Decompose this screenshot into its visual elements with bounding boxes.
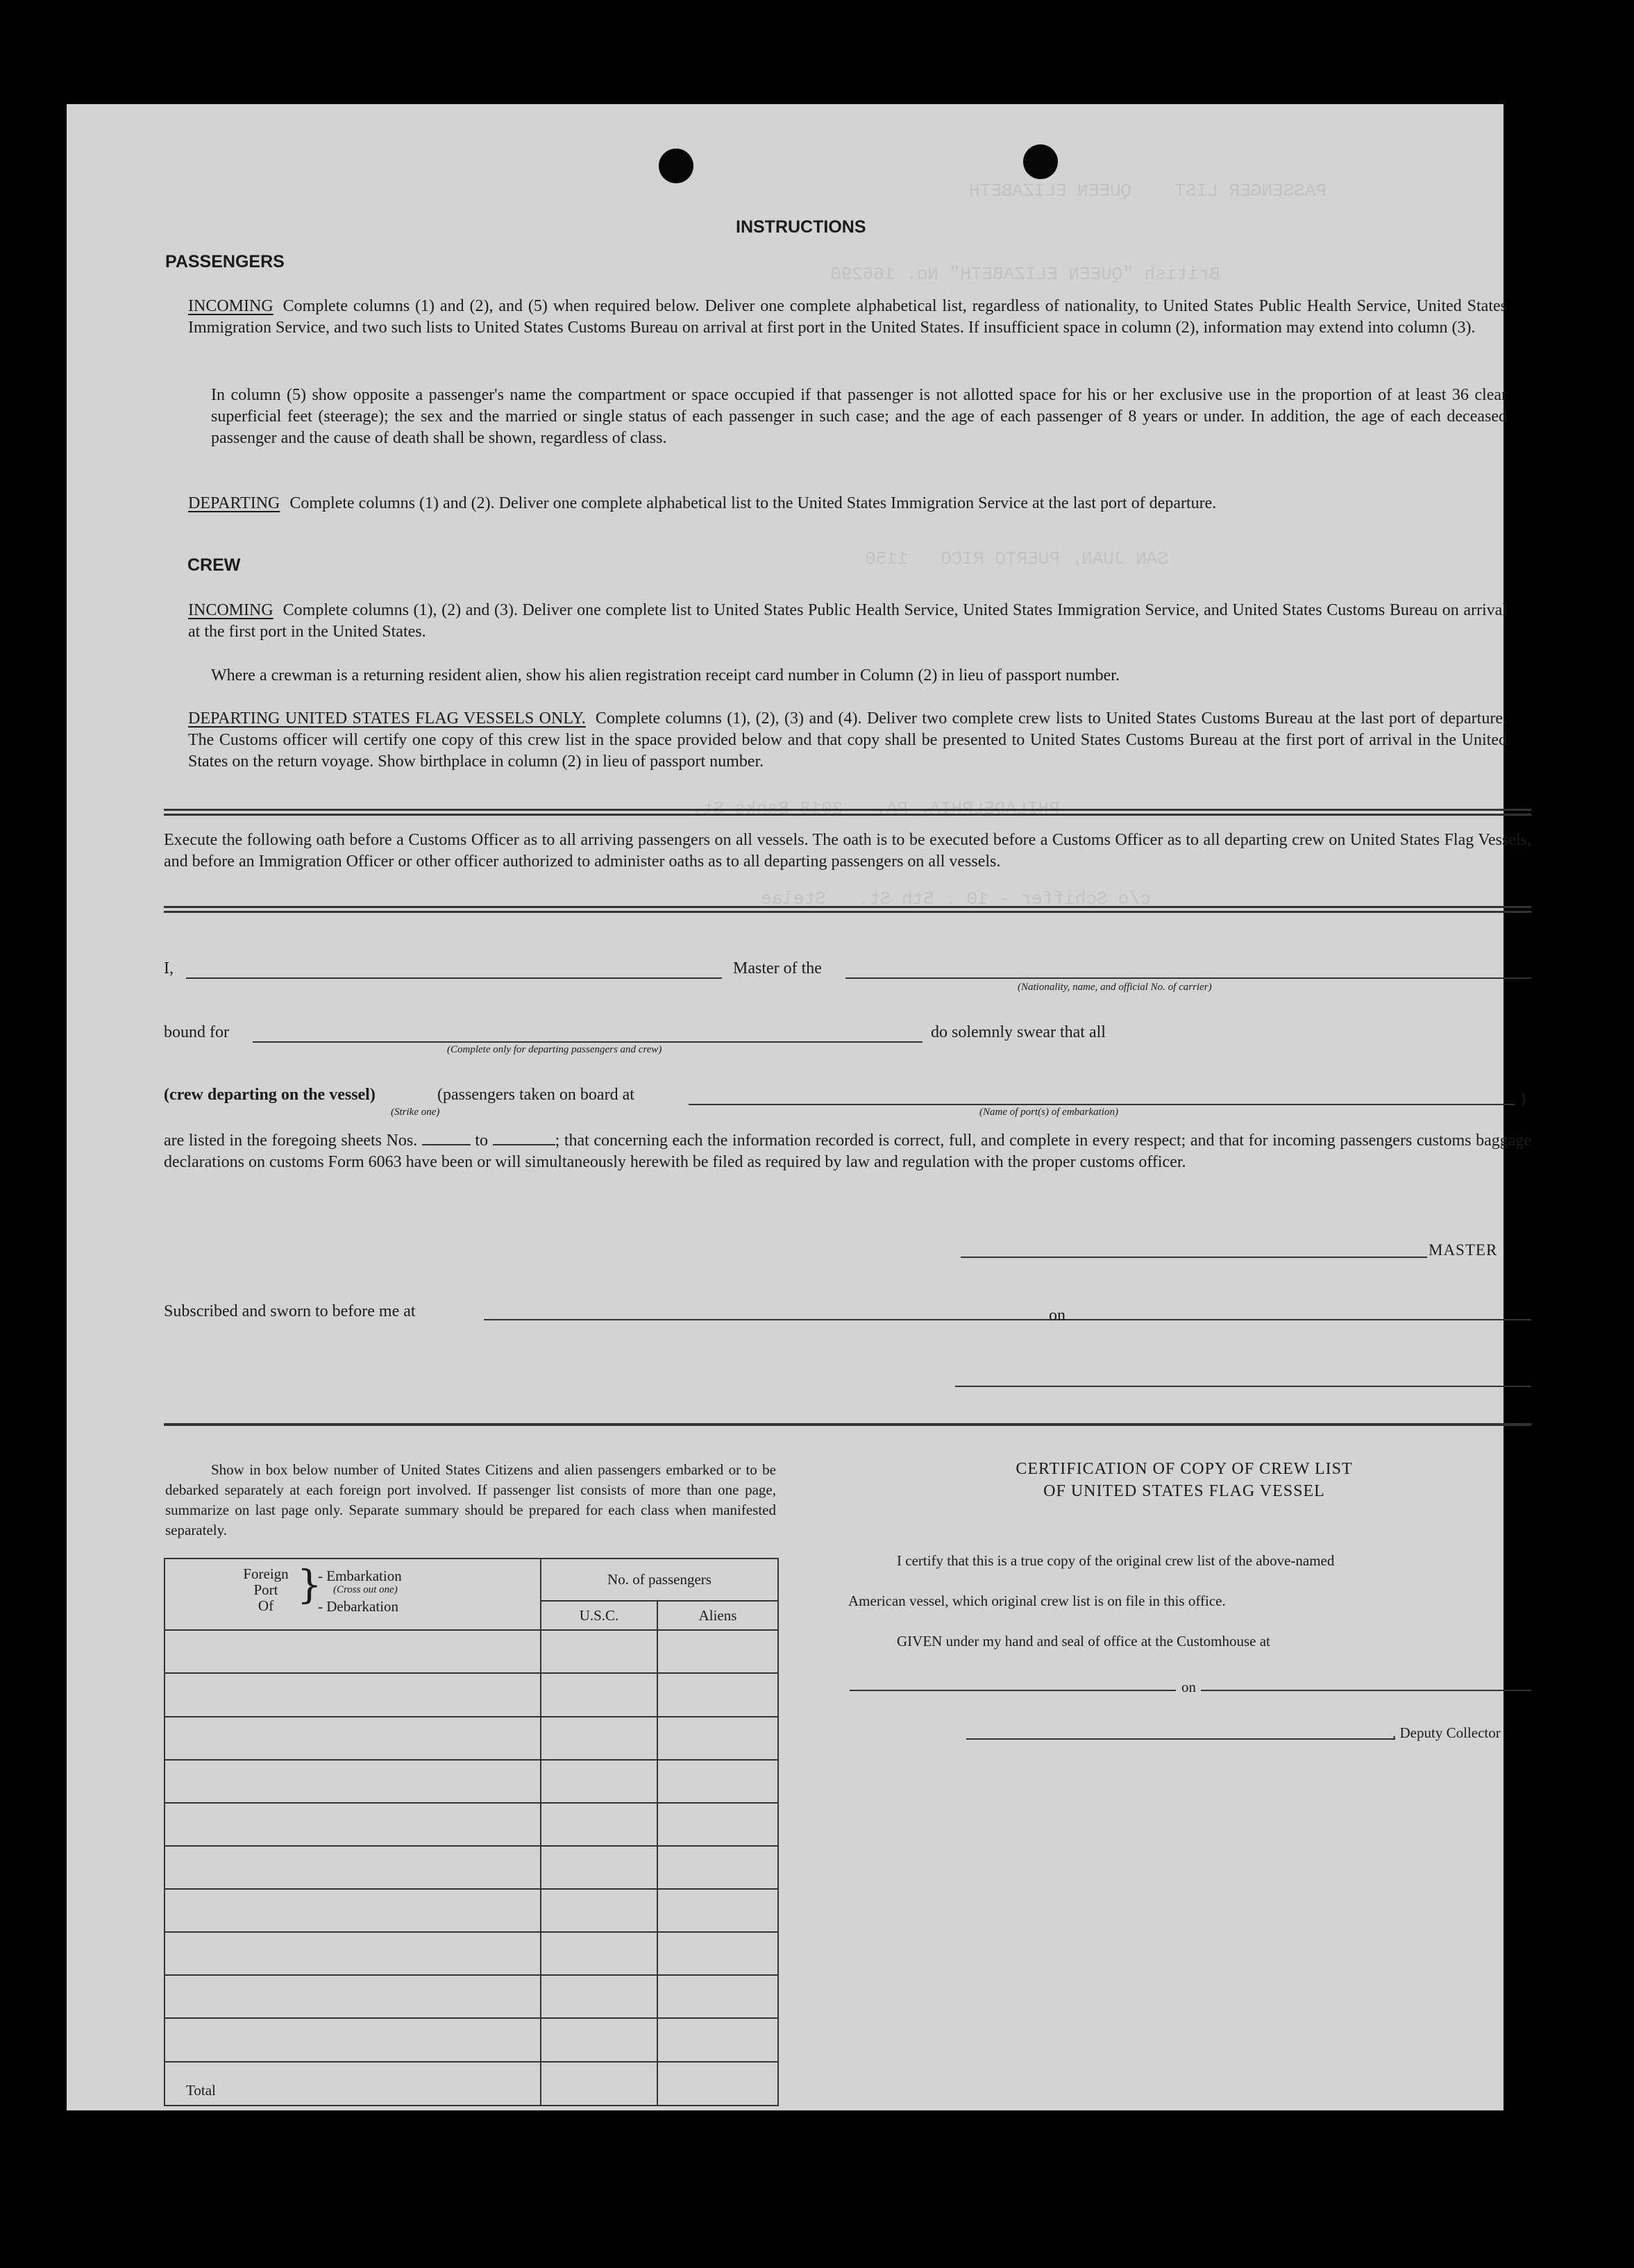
table-row <box>165 1673 778 1716</box>
passengers-incoming-block <box>188 296 1507 339</box>
cross-out-caption: (Cross out one) <box>333 1584 398 1595</box>
section-divider <box>164 906 1531 913</box>
column5-paragraph: In column (5) show opposite a passenger's name the compartment or space occupied if that passenger is not allotted space for his or her exclusive use in the proportion of at least 36 clear superficial feet (steerage); the sex and the married or single status of each passenger in such case; and the age of each passenger of 8 years or under. In addition, the age of each deceased passenger and the cause of death shall be shown, regardless of class. <box>211 386 1507 447</box>
passengers-departing-text: Complete columns (1) and (2). Deliver one complete alphabetical list to the United States Immigration Service at the last port of departure. <box>289 494 1217 512</box>
sworn-date-field[interactable] <box>1072 1319 1531 1320</box>
certification-title-line2: OF UNITED STATES FLAG VESSEL <box>1043 1482 1325 1500</box>
bound-for-field[interactable] <box>253 1041 923 1043</box>
subscribed-label: Subscribed and sworn to before me at <box>164 1302 416 1320</box>
ports-caption: (Name of port(s) of embarkation) <box>979 1107 1118 1118</box>
crew-incoming-text: Complete columns (1), (2) and (3). Deliver one complete list to United States Public Health Service, United States Immigration Service, and United States Customs Bureau on arrival at the first port in the United States. <box>188 601 1507 641</box>
certification-title <box>927 1458 1441 1502</box>
officer-signature-field[interactable] <box>955 1386 1531 1387</box>
table-row <box>165 1846 778 1889</box>
summary-instructions: Show in box below number of United States Citizens and alien passengers embarked or to be debarked separately at each foreign port involved. If passenger list consists of more than one page, summarize on last page only. Separate summary should be prepared for each class when manifested separately. <box>165 1461 776 1538</box>
table-row <box>165 1760 778 1803</box>
crew-departing-label: DEPARTING UNITED STATES FLAG VESSELS ONLY. <box>188 709 586 728</box>
brace-icon: } <box>297 1563 322 1608</box>
sworn-on-label: on <box>1049 1307 1066 1325</box>
aliens-header: Aliens <box>657 1601 778 1630</box>
crew-incoming-block <box>188 600 1507 643</box>
section-divider <box>164 809 1531 816</box>
sheet-from-field[interactable] <box>422 1132 471 1145</box>
table-row <box>165 2018 778 2061</box>
deputy-signature-field[interactable] <box>966 1738 1395 1740</box>
foreign-label: Foreign <box>243 1565 289 1582</box>
embarkation-ports-field[interactable] <box>689 1104 1515 1105</box>
embarkation-option: - Embarkation <box>318 1568 402 1584</box>
certify-line2: American vessel, which original crew list is on file in this office. <box>848 1593 1226 1609</box>
no-of-passengers-header: No. of passengers <box>541 1559 778 1601</box>
deputy-collector-label: , Deputy Collector <box>1392 1724 1501 1741</box>
table-row <box>165 1975 778 2018</box>
cert-on-label: on <box>1181 1679 1196 1695</box>
debarkation-option: - Debarkation <box>318 1598 399 1615</box>
listed-sheets-paragraph <box>164 1130 1531 1173</box>
total-row <box>165 2062 778 2106</box>
usc-header: U.S.C. <box>541 1601 657 1630</box>
to-label: to <box>475 1132 489 1150</box>
passengers-taken-label: (passengers taken on board at <box>437 1086 634 1104</box>
table-row <box>165 1803 778 1846</box>
resident-alien-note: Where a crewman is a returning resident alien, show his alien registration receipt card number in Column (2) in lieu of passport number. <box>211 666 1120 684</box>
passengers-heading: PASSENGERS <box>165 252 285 271</box>
bound-for-caption: (Complete only for departing passengers and crew) <box>447 1044 662 1055</box>
punch-hole <box>1023 144 1058 179</box>
passengers-departing-block <box>188 493 1507 514</box>
oath-intro: Execute the following oath before a Customs Officer as to all arriving passengers on all vessels. The oath is to be executed before a Customs Officer as to all departing crew on United States Flag Vessels, and before an Immigration Officer or other officer authorized to administer oaths as to all departing passengers on all vessels. <box>164 831 1531 871</box>
master-of-label: Master of the <box>733 959 822 977</box>
passenger-summary-table <box>164 1558 779 2106</box>
strike-one-caption: (Strike one) <box>391 1107 440 1118</box>
crew-incoming-label: INCOMING <box>188 601 273 619</box>
listed-text: ; that concerning each the information recorded is correct, full, and complete in every respect; and that for incoming passengers customs baggage declarations on customs Form 6063 have been or will simultaneously herewith be filed as required by law and regulation with the proper customs officer. <box>164 1132 1532 1171</box>
passengers-incoming-text: Complete columns (1) and (2), and (5) when required below. Deliver one complete alphabetical list, regardless of nationality, to United States Public Health Service, United States Immigration Service, and two such lists to United States Customs Bureau on arrival at first port in the United States. If insufficient space in column (2), information may extend into column (3). <box>188 297 1507 337</box>
form-sheet: PASSENGER LIST QUEEN ELIZABETH British "QUEEN ELIZABETH" No. 166290 SAN JUAN, PUERTO RICO 1150 PHILADELPHIA, PA. 2018 Banks St. c/o Schiffer - 10 . 5th St. Stelae INSTRUCTIONS PASSENGERS INCOMING Complete columns (1) and (2), and (5) when required below. Deliver one complete alphabetical list, regardless of nationality, to United States Public Health Service, United States Immigration Service, and two such lists to United States Customs Bureau on arrival at first port in the United States. If insufficient space in column (2), information may extend into column (3). In column (5) show opposite a passenger's name the compartment or space occupied if that passenger is not allotted space for his or her exclusive use in the proportion of at least 36 clear superficial feet (steerage); the sex and the married or single status of each passenger in such case; and the age of each passenger of 8 years or under. In addition, the age of each deceased passenger and the cause of death shall be shown, regardless of class. DEPARTING Complete columns (1) and (2). Deliver one complete alphabetical list to the United States Immigration Service at the last port of departure. CREW INCOMING Complete columns (1), (2) and (3). Deliver one complete list to United States Public Health Service, United States Immigration Service, and United States Customs Bureau on arrival at the first port in the United States. Where a crewman is a returning resident alien, show his alien registration receipt card number in Column (2) in lieu of passport number. DEPARTING UNITED STATES FLAG VESSELS ONLY. Complete columns (1), (2), (3) and (4). Deliver two complete crew lists to United States Customs Bureau at the last port of departure. The Customs officer will certify one copy of this crew list in the space provided below and that copy shall be presented to United States Customs Bureau at the first port of arrival in the United States on the return voyage. Show birthplace in column (2) in lieu of passport number. Execute the following oath before a Customs Officer as to all arriving passengers on all vessels. The oath is to be executed before a Customs Officer as to all departing crew on United States Flag Vessels, and before an Immigration Officer or other officer authorized to administer oaths as to all departing passengers on all vessels. I, Master of the (Nationality, name, and official No. of carrier) bound for (Complete only for departing passengers and crew) do solemnly swear that all (crew departing on the vessel) (Strike one) (passengers taken on board at ) (Name of port(s) of embarkation) are listed in the foregoing sheets Nos. to ; that concerning each the information recorded is correct, full, and complete in every respect; and that for incoming passengers customs baggage declarations on customs Form 6063 have been or will simultaneously herewith be filed as required by law and regulation with the proper customs officer. MASTER Subscribed and sworn to before me at on Show in box below number of United States Citizens and alien passengers embarked or to be debarked separately at each foreign port involved. If passenger list consists of more than one page, summarize on last page only. Separate summary should be prepared for each class when manifested separately. Foreign Port Of } - Embarkation (Cross out one) - Debarkation No. of passengers U.S.C. Aliens Total CERTIFICATION OF COPY OF CREW LIST OF UNITED STATES FLAG VESSEL I certify that this is a true copy of the original crew list of the above-named American vessel, which original crew list is on file in this office. GIVEN under my hand and seal of office at the Customhouse at on , Deputy Collector <box>67 104 1504 2110</box>
total-label: Total <box>165 2062 541 2106</box>
sworn-place-field[interactable] <box>484 1319 1109 1320</box>
sheet-to-field[interactable] <box>493 1132 555 1145</box>
passengers-departing-label: DEPARTING <box>188 494 280 512</box>
listed-prefix: are listed in the foregoing sheets Nos. <box>164 1132 418 1150</box>
crew-departing-text: Complete columns (1), (2), (3) and (4). Deliver two complete crew lists to United States Customs Bureau at the last port of departure. The Customs officer will certify one copy of this crew list in the space provided below and that copy shall be presented to United States Customs Bureau at the first port of arrival in the United States on the return voyage. Show birthplace in column (2) in lieu of passport number. <box>188 709 1507 771</box>
crew-departing-option: (crew departing on the vessel) <box>164 1086 376 1104</box>
of-label: Of <box>258 1597 274 1614</box>
passengers-incoming-label: INCOMING <box>188 297 273 315</box>
table-row <box>165 1889 778 1932</box>
nationality-caption: (Nationality, name, and official No. of carrier) <box>1018 982 1212 993</box>
cert-date-field[interactable] <box>1201 1690 1531 1691</box>
crew-departing-block <box>188 708 1507 773</box>
table-row <box>165 1630 778 1673</box>
foreign-port-header <box>165 1559 541 1630</box>
crew-heading: CREW <box>187 555 241 575</box>
master-name-field[interactable] <box>186 977 722 979</box>
section-divider <box>164 1423 1531 1426</box>
close-paren: ) <box>1520 1090 1526 1108</box>
swear-label: do solemnly swear that all <box>931 1023 1106 1041</box>
table-row <box>165 1717 778 1760</box>
oath-i-label: I, <box>164 959 174 977</box>
page-title: INSTRUCTIONS <box>736 217 866 237</box>
certification-title-line1: CERTIFICATION OF COPY OF CREW LIST <box>1016 1460 1353 1478</box>
customhouse-field[interactable] <box>850 1690 1176 1691</box>
certify-line1: I certify that this is a true copy of the original crew list of the above-named <box>897 1552 1335 1569</box>
port-label: Port <box>253 1581 278 1598</box>
punch-hole <box>659 149 693 183</box>
bound-for-label: bound for <box>164 1023 229 1041</box>
carrier-field[interactable] <box>845 977 1531 979</box>
master-label: MASTER <box>1429 1241 1498 1259</box>
master-signature-field[interactable] <box>961 1257 1427 1258</box>
given-text: GIVEN under my hand and seal of office at the Customhouse at <box>897 1633 1270 1649</box>
table-row <box>165 1932 778 1975</box>
